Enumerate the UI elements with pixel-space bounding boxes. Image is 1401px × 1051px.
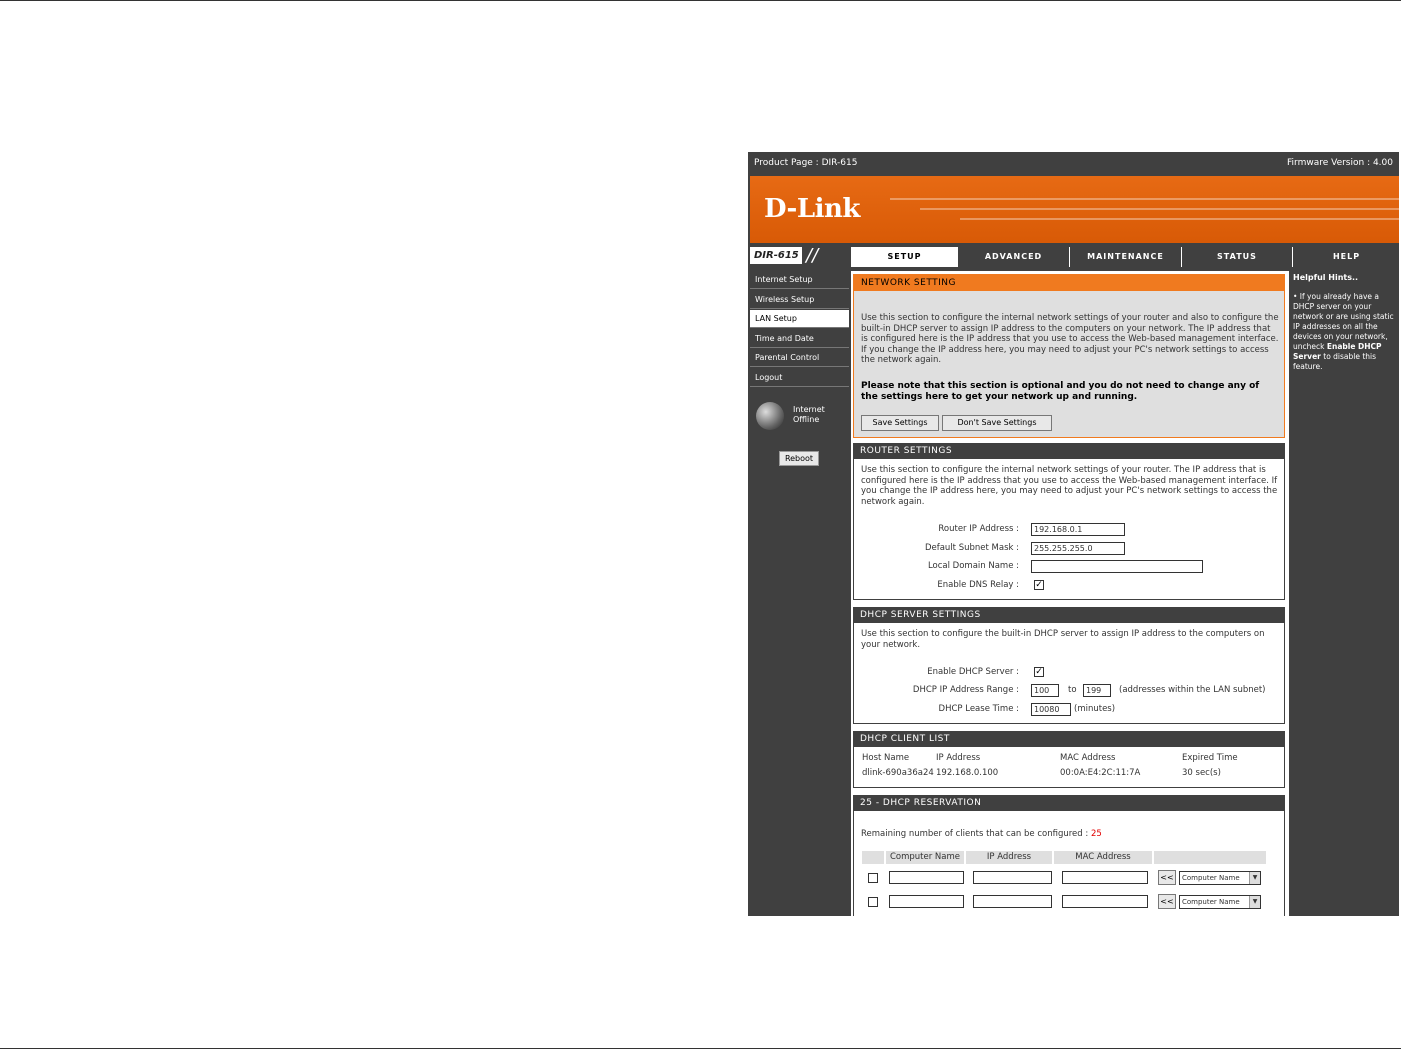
lease-time-unit: (minutes) bbox=[1074, 704, 1116, 714]
client-header-ip: IP Address bbox=[936, 753, 981, 763]
header-banner bbox=[750, 176, 1399, 243]
product-bar bbox=[748, 152, 1399, 174]
banner-streak bbox=[960, 218, 1399, 220]
client-row-expired: 30 sec(s) bbox=[1182, 768, 1221, 778]
help-hint-text: • If you already have a DHCP server on your network or are using static IP addresses on all the devices on your network, uncheck bbox=[1293, 292, 1394, 351]
tab-setup[interactable]: SETUP bbox=[851, 247, 957, 267]
network-setting-title: NETWORK SETTING bbox=[854, 275, 1284, 291]
lease-time-input[interactable]: 10080 bbox=[1031, 703, 1071, 716]
dhcp-client-list-title: DHCP CLIENT LIST bbox=[853, 731, 1285, 747]
dhcp-range-note: (addresses within the LAN subnet) bbox=[1119, 685, 1266, 695]
banner-streak bbox=[920, 208, 1399, 210]
reservation-computer-name-input[interactable] bbox=[889, 895, 964, 908]
reboot-button[interactable]: Reboot bbox=[779, 451, 819, 466]
tab-bar bbox=[748, 245, 1399, 268]
sidebar-item-internet-setup[interactable]: Internet Setup bbox=[750, 271, 849, 289]
tab-status[interactable]: STATUS bbox=[1181, 247, 1292, 267]
chevron-down-icon: ▼ bbox=[1249, 896, 1260, 908]
client-header-host: Host Name bbox=[862, 753, 910, 763]
reservation-header-ip: IP Address bbox=[966, 851, 1052, 864]
reservation-mac-input[interactable] bbox=[1062, 895, 1148, 908]
help-hint-text-end: to disable this feature. bbox=[1293, 352, 1377, 371]
dns-relay-checkbox[interactable]: ✓ bbox=[1035, 580, 1043, 590]
router-ip-input[interactable]: 192.168.0.1 bbox=[1031, 523, 1125, 536]
router-ip-label: Router IP Address : bbox=[938, 524, 1019, 534]
help-panel bbox=[1291, 271, 1399, 916]
sidebar-item-logout[interactable]: Logout bbox=[750, 369, 849, 387]
dhcp-client-list-section bbox=[853, 731, 1285, 789]
copy-name-button[interactable]: << bbox=[1158, 894, 1176, 909]
main-content bbox=[851, 271, 1289, 916]
internet-status-line1: Internet bbox=[793, 405, 825, 414]
help-hint bbox=[1293, 292, 1397, 372]
reservation-computer-name-input[interactable] bbox=[889, 871, 964, 884]
sidebar bbox=[750, 271, 849, 389]
reservation-row-checkbox[interactable] bbox=[868, 873, 878, 883]
client-header-mac: MAC Address bbox=[1060, 753, 1116, 763]
firmware-label: Firmware Version : 4.00 bbox=[1287, 158, 1393, 168]
help-title: Helpful Hints.. bbox=[1293, 273, 1359, 282]
dont-save-settings-button[interactable]: Don't Save Settings bbox=[942, 415, 1052, 431]
sidebar-item-parental-control[interactable]: Parental Control bbox=[750, 349, 849, 367]
network-setting-note: Please note that this section is optional and you do not need to change any of the settings here to get your network up and running. bbox=[861, 381, 1260, 402]
sidebar-item-lan-setup[interactable]: LAN Setup bbox=[750, 310, 849, 328]
model-slashes: // bbox=[806, 245, 819, 266]
reservation-ip-input[interactable] bbox=[973, 871, 1052, 884]
reservation-header-check bbox=[862, 851, 884, 864]
router-settings-description: Use this section to configure the internal network settings of your router. The IP address that is configured here is the IP address that you use to access the Web-based management interface. If you change the IP address here, you may need to adjust your PC's network settings to access the network again. bbox=[861, 465, 1278, 507]
banner-streak bbox=[890, 198, 1399, 200]
dhcp-range-start-input[interactable]: 100 bbox=[1031, 684, 1059, 697]
router-settings-section bbox=[853, 443, 1285, 601]
remaining-clients-label: Remaining number of clients that can be configured : bbox=[861, 829, 1089, 839]
enable-dhcp-checkbox[interactable]: ✓ bbox=[1035, 667, 1043, 677]
dhcp-server-body bbox=[853, 623, 1285, 724]
dhcp-reservation-body bbox=[853, 811, 1285, 916]
computer-name-select-value: Computer Name bbox=[1182, 874, 1240, 882]
sidebar-item-wireless-setup[interactable]: Wireless Setup bbox=[750, 291, 849, 309]
tab-advanced[interactable]: ADVANCED bbox=[957, 247, 1069, 267]
dns-relay-label: Enable DNS Relay : bbox=[937, 580, 1019, 590]
dhcp-client-list-body bbox=[853, 747, 1285, 788]
router-admin-page bbox=[748, 152, 1399, 916]
product-label: Product Page : DIR-615 bbox=[754, 158, 858, 168]
computer-name-select-value: Computer Name bbox=[1182, 898, 1240, 906]
reservation-header-blank bbox=[1154, 851, 1266, 864]
dhcp-reservation-title: 25 - DHCP RESERVATION bbox=[853, 795, 1285, 811]
save-settings-button[interactable]: Save Settings bbox=[861, 415, 939, 431]
computer-name-select[interactable] bbox=[1179, 871, 1261, 885]
reservation-header-mac: MAC Address bbox=[1054, 851, 1152, 864]
enable-dhcp-label: Enable DHCP Server : bbox=[927, 667, 1019, 677]
internet-globe-icon bbox=[756, 402, 784, 430]
internet-status-line2: Offline bbox=[793, 415, 820, 424]
dlink-logo: D-Link bbox=[764, 194, 860, 224]
sidebar-item-time-and-date[interactable]: Time and Date bbox=[750, 330, 849, 348]
domain-name-input[interactable] bbox=[1031, 560, 1203, 573]
dhcp-server-description: Use this section to configure the built-in DHCP server to assign IP address to the computers on your network. bbox=[861, 629, 1265, 650]
top-rule bbox=[0, 0, 1401, 1]
reservation-header-computer-name: Computer Name bbox=[886, 851, 964, 864]
subnet-mask-input[interactable]: 255.255.255.0 bbox=[1031, 542, 1125, 555]
client-row-mac: 00:0A:E4:2C:11:7A bbox=[1060, 768, 1141, 778]
dhcp-range-end-input[interactable]: 199 bbox=[1083, 684, 1111, 697]
network-setting-section bbox=[853, 274, 1285, 438]
dhcp-server-section bbox=[853, 607, 1285, 725]
domain-name-label: Local Domain Name : bbox=[927, 561, 1019, 571]
tab-help[interactable]: HELP bbox=[1292, 247, 1399, 267]
bottom-rule bbox=[0, 1048, 1401, 1049]
network-setting-description: Use this section to configure the internal network settings of your router and also to configure the built-in DHCP server to assign IP address to the computers on your network. The IP address that is configured here is the IP address that you use to access the Web-based management interface. If you change the IP address here, you may need to adjust your PC's network settings to access the network again. bbox=[861, 313, 1279, 365]
router-settings-body bbox=[853, 459, 1285, 600]
help-hint-emphasis: Enable DHCP Server bbox=[1293, 342, 1382, 361]
remaining-clients bbox=[861, 829, 1102, 839]
reservation-ip-input[interactable] bbox=[973, 895, 1052, 908]
computer-name-select[interactable] bbox=[1179, 895, 1261, 909]
internet-status bbox=[793, 405, 825, 425]
subnet-mask-label: Default Subnet Mask : bbox=[924, 543, 1019, 553]
reservation-mac-input[interactable] bbox=[1062, 871, 1148, 884]
router-settings-title: ROUTER SETTINGS bbox=[853, 443, 1285, 459]
copy-name-button[interactable]: << bbox=[1158, 870, 1176, 885]
dhcp-reservation-section bbox=[853, 795, 1285, 916]
dhcp-range-to: to bbox=[1068, 685, 1077, 695]
dhcp-server-title: DHCP SERVER SETTINGS bbox=[853, 607, 1285, 623]
remaining-clients-count: 25 bbox=[1090, 829, 1102, 839]
client-header-expired: Expired Time bbox=[1182, 753, 1238, 763]
model-badge: DIR-615 bbox=[750, 247, 802, 264]
client-row-host: dlink-690a36a24 bbox=[862, 768, 934, 778]
lease-time-label: DHCP Lease Time : bbox=[938, 704, 1019, 714]
client-row-ip: 192.168.0.100 bbox=[936, 768, 999, 778]
chevron-down-icon: ▼ bbox=[1249, 872, 1260, 884]
reservation-row-checkbox[interactable] bbox=[868, 897, 878, 907]
dhcp-range-label: DHCP IP Address Range : bbox=[912, 685, 1019, 695]
tab-maintenance[interactable]: MAINTENANCE bbox=[1069, 247, 1181, 267]
